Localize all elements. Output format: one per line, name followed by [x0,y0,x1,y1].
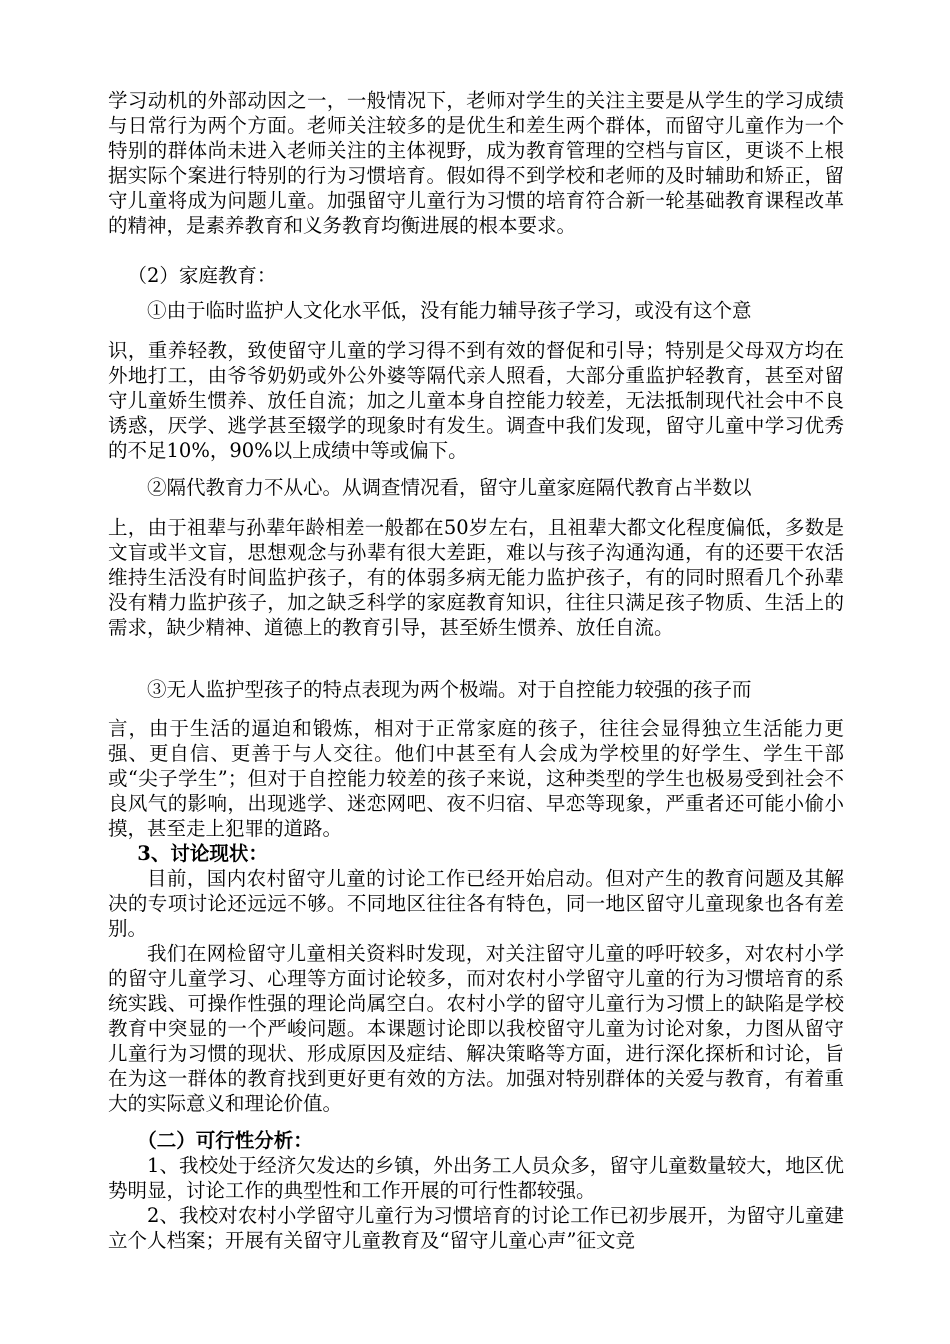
paragraph-feasibility-2: 2、我校对农村小学留守儿童行为习惯培育的讨论工作已初步展开，为留守儿童建立个人档案；开展有关留守儿童教育及“留守儿童心声”征文竞 [108,1204,844,1252]
heading-research-status: 3、讨论现状： [137,842,268,865]
heading-family-education: （2）家庭教育： [127,264,277,287]
paragraph-guardian-first-line: ①由于临时监护人文化水平低，没有能力辅导孩子学习，或没有这个意 [147,299,752,322]
paragraph-grandparent-first-line: ②隔代教育力不从心。从调查情况看，留守儿童家庭隔代教育占半数以 [147,476,752,499]
paragraph-school-attention: 学习动机的外部动因之一，一般情况下，老师对学生的关注主要是从学生的学习成绩与日常行为两个方面。老师关注较多的是优生和差生两个群体，而留守儿童作为一个特别的群体尚未进入老师关注的主体视野，成为教育管理的空档与盲区，更谈不上根据实际个案进行特别的行为习惯培育。假如得不到学校和老师的及时辅助和矫正，留守儿童将成为问题儿童。加强留守儿童行为习惯的培育符合新一轮基础教育课程改革的精神，是素养教育和义务教育均衡进展的根本要求。 [108,89,844,237]
paragraph-grandparent-rest: 上，由于祖辈与孙辈年龄相差一般都在50岁左右，且祖辈大都文化程度偏低，多数是文盲或半文盲，思想观念与孙辈有很大差距，难以与孩子沟通沟通，有的还要干农活维持生活没有时间监护孩子，有的体弱多病无能力监护孩子，有的同时照看几个孙辈没有精力监护孩子，加之缺乏科学的家庭教育知识，往往只满足孩子物质、生活上的需求，缺少精神、道德上的教育引导，甚至娇生惯养、放任自流。 [108,516,844,639]
paragraph-research-gap: 我们在网检留守儿童相关资料时发现，对关注留守儿童的呼吁较多，对农村小学的留守儿童学习、心理等方面讨论较多，而对农村小学留守儿童的行为习惯培育的系统实践、可操作性强的理论尚属空白。农村小学的留守儿童行为习惯上的缺陷是学校教育中突显的一个严峻问题。本课题讨论即以我校留守儿童为讨论对象，力图从留守儿童行为习惯的现状、形成原因及症结、解决策略等方面，进行深化探析和讨论，旨在为这一群体的教育找到更好更有效的方法。加强对特别群体的关爱与教育，有着重大的实际意义和理论价值。 [108,942,844,1115]
paragraph-research-current: 目前，国内农村留守儿童的讨论工作已经开始启动。但对产生的教育问题及其解决的专项讨论还远远不够。不同地区往往各有特色，同一地区留守儿童现象也各有差别。 [108,867,844,940]
paragraph-unsupervised-rest: 言，由于生活的逼迫和锻炼，相对于正常家庭的孩子，往往会显得独立生活能力更强、更自信、更善于与人交往。他们中甚至有人会成为学校里的好学生、学生干部或“尖子学生”；但对于自控能力较差的孩子来说，这种类型的学生也极易受到社会不良风气的影响，出现逃学、迷恋网吧、夜不归宿、早恋等现象，严重者还可能小偷小摸，甚至走上犯罪的道路。 [108,717,844,840]
paragraph-guardian-rest: 识，重养轻教，致使留守儿童的学习得不到有效的督促和引导；特别是父母双方均在外地打工，由爷爷奶奶或外公外婆等隔代亲人照看，大部分重监护轻教育，甚至对留守儿童娇生惯养、放任自流；加之儿童本身自控能力较差，无法抵制现代社会中不良诱惑，厌学、逃学甚至辍学的现象时有发生。调查中我们发现，留守儿童中学习优秀的不足10%，90%以上成绩中等或偏下。 [108,339,844,462]
paragraph-unsupervised-first-line: ③无人监护型孩子的特点表现为两个极端。对于自控能力较强的孩子而 [147,678,752,701]
heading-feasibility-analysis: （二）可行性分析： [137,1129,313,1152]
paragraph-feasibility-1: 1、我校处于经济欠发达的乡镇，外出务工人员众多，留守儿童数量较大，地区优势明显，讨论工作的典型性和工作开展的可行性都较强。 [108,1154,844,1202]
